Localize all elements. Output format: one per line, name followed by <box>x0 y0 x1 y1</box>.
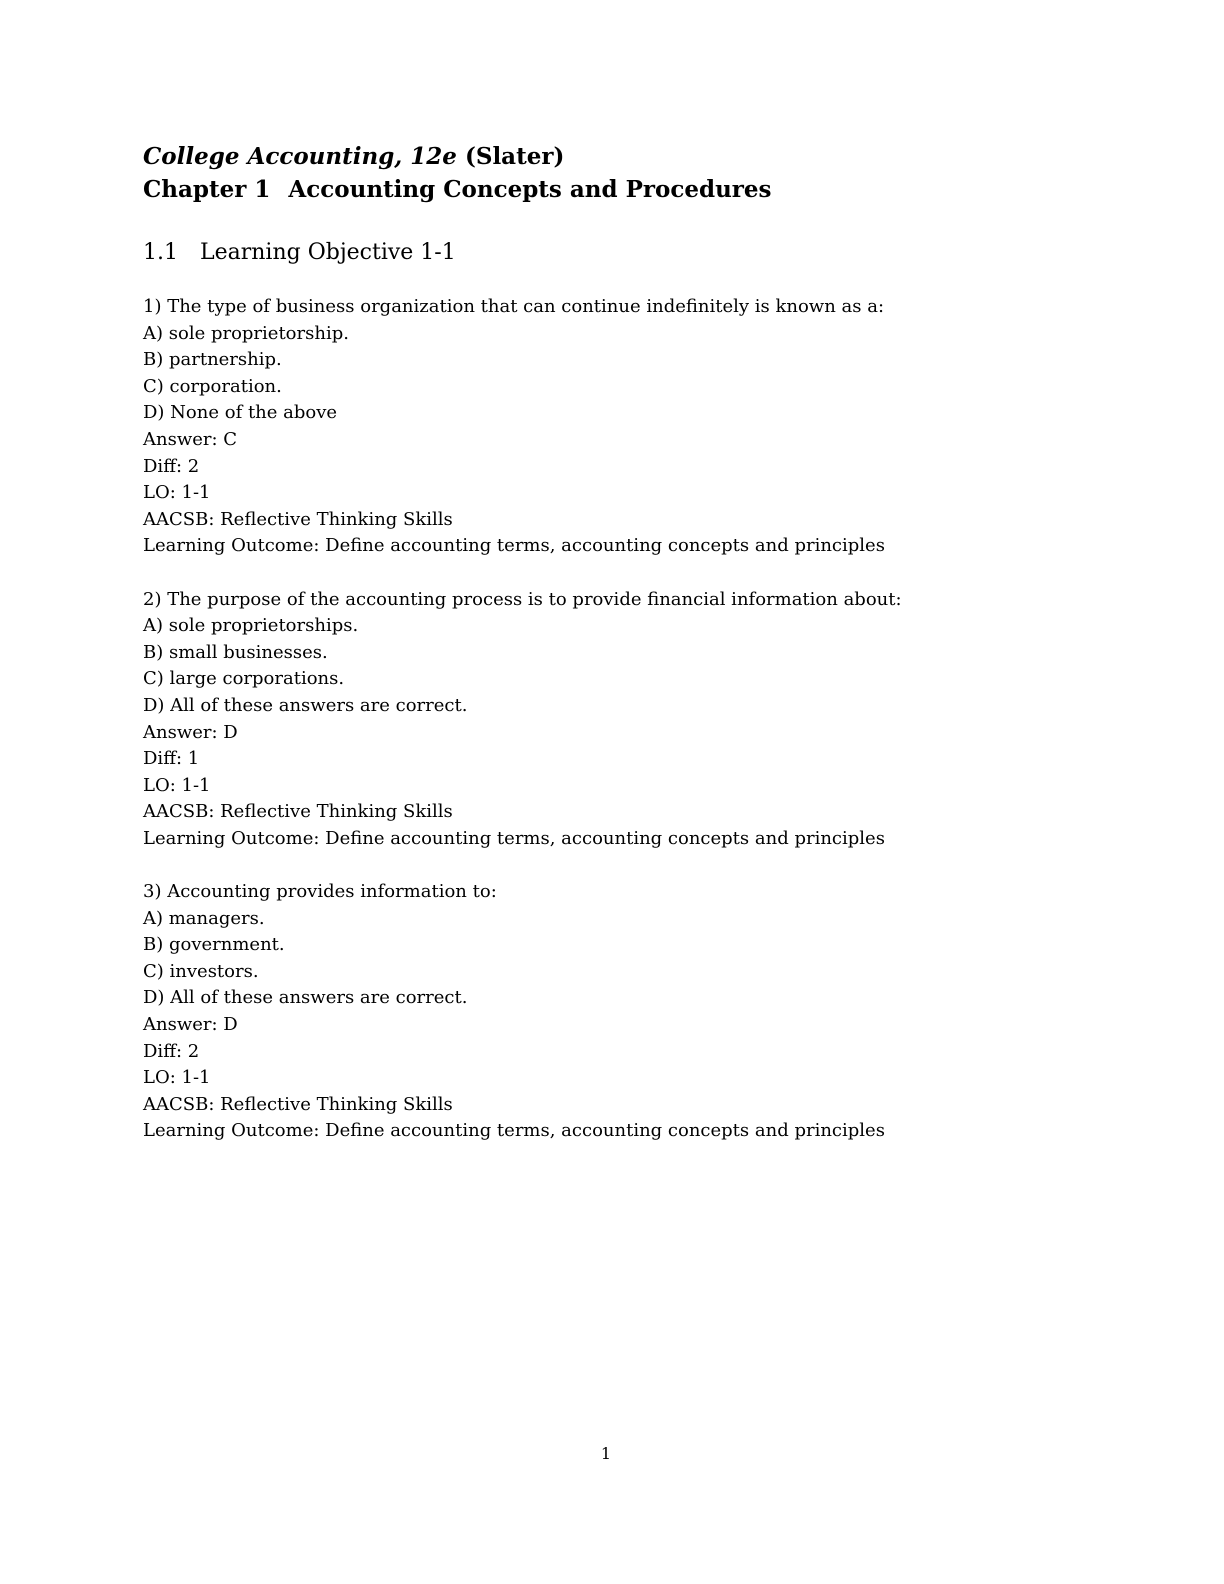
difficulty: Diff: 1 <box>143 748 200 770</box>
question-1 <box>143 294 1093 560</box>
answer: Answer: D <box>143 1014 238 1036</box>
aacsb: AACSB: Reflective Thinking Skills <box>143 508 453 530</box>
book-title <box>143 140 1093 173</box>
option-d: D) All of these answers are correct. <box>143 694 468 716</box>
difficulty: Diff: 2 <box>143 455 200 477</box>
learning-outcome: Learning Outcome: Define accounting terms, accounting concepts and principles <box>143 535 885 557</box>
option-b: B) government. <box>143 934 285 956</box>
option-c: C) investors. <box>143 960 259 982</box>
option-a: A) managers. <box>143 907 265 929</box>
learning-outcome: Learning Outcome: Define accounting terms, accounting concepts and principles <box>143 1120 885 1142</box>
question-stem: 3) Accounting provides information to: <box>143 881 497 903</box>
chapter-name: Accounting Concepts and Procedures <box>288 176 772 203</box>
learning-objective: LO: 1-1 <box>143 1067 211 1089</box>
aacsb: AACSB: Reflective Thinking Skills <box>143 801 453 823</box>
answer: Answer: D <box>143 721 238 743</box>
option-b: B) small businesses. <box>143 641 328 663</box>
option-a: A) sole proprietorships. <box>143 615 359 637</box>
section-heading <box>143 238 1093 268</box>
learning-objective: LO: 1-1 <box>143 482 211 504</box>
answer: Answer: C <box>143 428 238 450</box>
option-a: A) sole proprietorship. <box>143 322 349 344</box>
section-title: Learning Objective 1-1 <box>200 240 456 265</box>
chapter-label: Chapter 1 <box>143 176 271 203</box>
question-stem: 2) The purpose of the accounting process is to provide financial information about: <box>143 588 902 610</box>
chapter-title <box>143 173 1093 206</box>
difficulty: Diff: 2 <box>143 1040 200 1062</box>
question-list <box>143 294 1093 1145</box>
option-c: C) large corporations. <box>143 668 345 690</box>
question-2 <box>143 587 1093 853</box>
book-title-author: (Slater) <box>464 143 565 170</box>
learning-outcome: Learning Outcome: Define accounting terms, accounting concepts and principles <box>143 827 885 849</box>
option-d: D) None of the above <box>143 402 338 424</box>
question-stem: 1) The type of business organization that can continue indefinitely is known as a: <box>143 296 885 317</box>
option-c: C) corporation. <box>143 375 282 397</box>
question-3 <box>143 879 1093 1145</box>
option-d: D) All of these answers are correct. <box>143 987 468 1009</box>
option-b: B) partnership. <box>143 349 282 371</box>
section-number: 1.1 <box>143 240 178 265</box>
aacsb: AACSB: Reflective Thinking Skills <box>143 1093 453 1115</box>
learning-objective: LO: 1-1 <box>143 774 211 796</box>
document-page <box>143 140 1093 1172</box>
page-number: 1 <box>600 1444 612 1463</box>
book-title-italic: College Accounting, 12e <box>143 143 457 170</box>
